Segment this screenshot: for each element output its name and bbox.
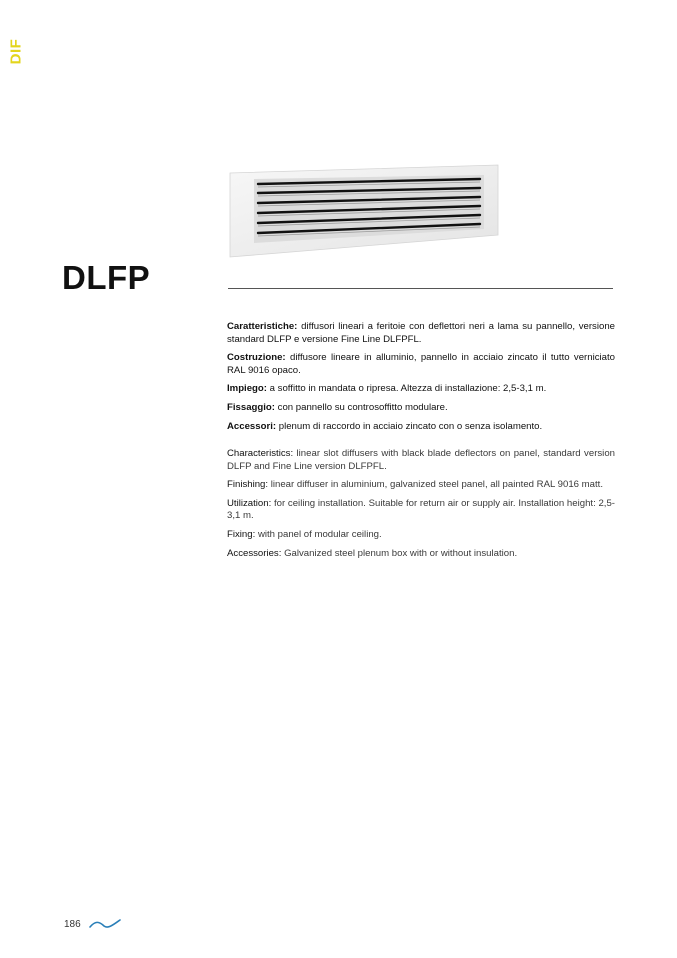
italian-paragraph: Impiego: a soffitto in mandata o ripresa. Altezza di installazione: 2,5-3,1 m.: [227, 383, 547, 395]
english-paragraph: Finishing: linear diffuser in aluminium, galvanized steel panel, all painted RAL 9016 matt.: [227, 479, 603, 491]
italian-paragraph: Fissaggio: con pannello su controsoffitto modulare.: [227, 401, 448, 413]
english-paragraph: Utilization: for ceiling installation. Suitable for return air or supply air. Installation height: 2,5-3,1 m.: [227, 497, 615, 522]
page-footer: [64, 918, 121, 930]
italian-paragraph: Accessori: plenum di raccordo in acciaio zincato con o senza isolamento.: [227, 420, 543, 432]
wave-logo-icon: [89, 918, 121, 930]
section-tab: [4, 34, 28, 68]
title-divider: [228, 288, 613, 289]
linear-slot-diffuser-illustration: [228, 163, 500, 259]
page-number: 186: [64, 918, 81, 930]
english-description: [227, 448, 615, 566]
english-paragraph: Accessories: Galvanized steel plenum box with or without insulation.: [227, 547, 518, 559]
section-tab-label: DIF: [7, 38, 25, 64]
english-paragraph: Fixing: with panel of modular ceiling.: [227, 528, 382, 540]
english-paragraph: Characteristics: linear slot diffusers with black blade deflectors on panel, standard version DLFP and Fine Line version DLFPFL.: [227, 448, 615, 472]
product-title: DLFP: [62, 259, 151, 296]
italian-description: [227, 321, 615, 439]
italian-paragraph: Caratteristiche: diffusori lineari a feritoie con deflettori neri a lama su pannello, versione standard DLFP e versione Fine Line DLFPFL.: [227, 321, 615, 345]
italian-paragraph: Costruzione: diffusore lineare in alluminio, pannello in acciaio zincato il tutto verniciato RAL 9016 opaco.: [227, 352, 615, 376]
